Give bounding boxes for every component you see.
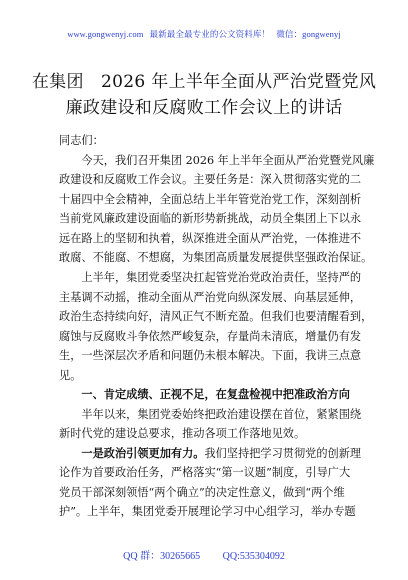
- section-heading-1: 一、肯定成绩、正视不足，在复盘检视中把准政治方向: [59, 387, 350, 401]
- body-line: 主基调不动摇，推动全面从严治党向纵深发展、向基层延伸，: [59, 290, 362, 304]
- lead-rest: 我们坚持把学习贯彻党的创新理: [204, 446, 362, 460]
- body-line: 腐蚀与反腐败斗争依然严峻复杂，存量尚未清底，增量仍有发: [59, 329, 362, 343]
- wechat-id: 微信：gongwenyj: [276, 29, 341, 39]
- body-line: 护”。上半年，集团党委开展理论学习中心组学习，举办专题: [59, 505, 356, 518]
- body-line: 远在路上的坚韧和执着，纵深推进全面从严治党，一体推进不: [59, 231, 362, 245]
- body-line-lead: [59, 444, 361, 464]
- header-banner: [0, 28, 408, 40]
- lead-sentence: 一是政治引领更加有力。: [59, 445, 205, 460]
- body-line: 今天，我们召开集团 2026 年上半年全面从严治党暨党风廉: [59, 153, 375, 167]
- body-line: 论作为首要政治任务，严格落实“第一议题”制度，引导广大: [59, 466, 351, 479]
- site-slogan: 最新最全最专业的公文资料库！: [149, 29, 271, 39]
- qq-number: QQ:535304092: [222, 551, 285, 562]
- body-line: 党员干部深刻领悟“两个确立”的决定性意义，做到“两个维: [59, 485, 345, 499]
- qq-group: QQ 群：30265665: [123, 551, 201, 562]
- body-line: 新时代党的建设总要求，推动各项工作落地见效。: [59, 427, 306, 440]
- document-title-line-2: 廉政建设和反腐败工作会议上的讲话: [65, 98, 343, 118]
- body-line: 十届四中全会精神，全面总结上半年管党治党工作，深刻剖析: [59, 192, 362, 206]
- body-line: 当前党风廉政建设面临的新形势新挑战，动员全集团上下以永: [59, 212, 362, 225]
- body-line: 见。: [59, 368, 82, 382]
- body-line: 生，一些深层次矛盾和问题仍未根本解决。下面，我讲三点意: [59, 349, 362, 362]
- body-line: 政治生态持续向好，清风正气不断充盈。但我们也要清醒看到，: [59, 310, 373, 323]
- document-title-line-1: 在集团 2026 年上半年全面从严治党暨党风: [31, 72, 377, 92]
- body-line: 敢腐、不能腐、不想腐，为集团高质量发展提供坚强政治保证。: [59, 251, 373, 264]
- site-url: www.gongwenyj.com: [67, 29, 144, 39]
- body-line: 上半年，集团党委坚决扛起管党治党政治责任，坚持严的: [59, 271, 362, 284]
- body-line: 政建设和反腐败工作会议。主要任务是：深入贯彻落实党的二: [59, 173, 362, 186]
- body-line: 半年以来，集团党委始终把政治建设摆在首位，紧紧围绕: [59, 407, 362, 421]
- salutation: 同志们：: [59, 134, 104, 147]
- footer-contact: [0, 547, 408, 562]
